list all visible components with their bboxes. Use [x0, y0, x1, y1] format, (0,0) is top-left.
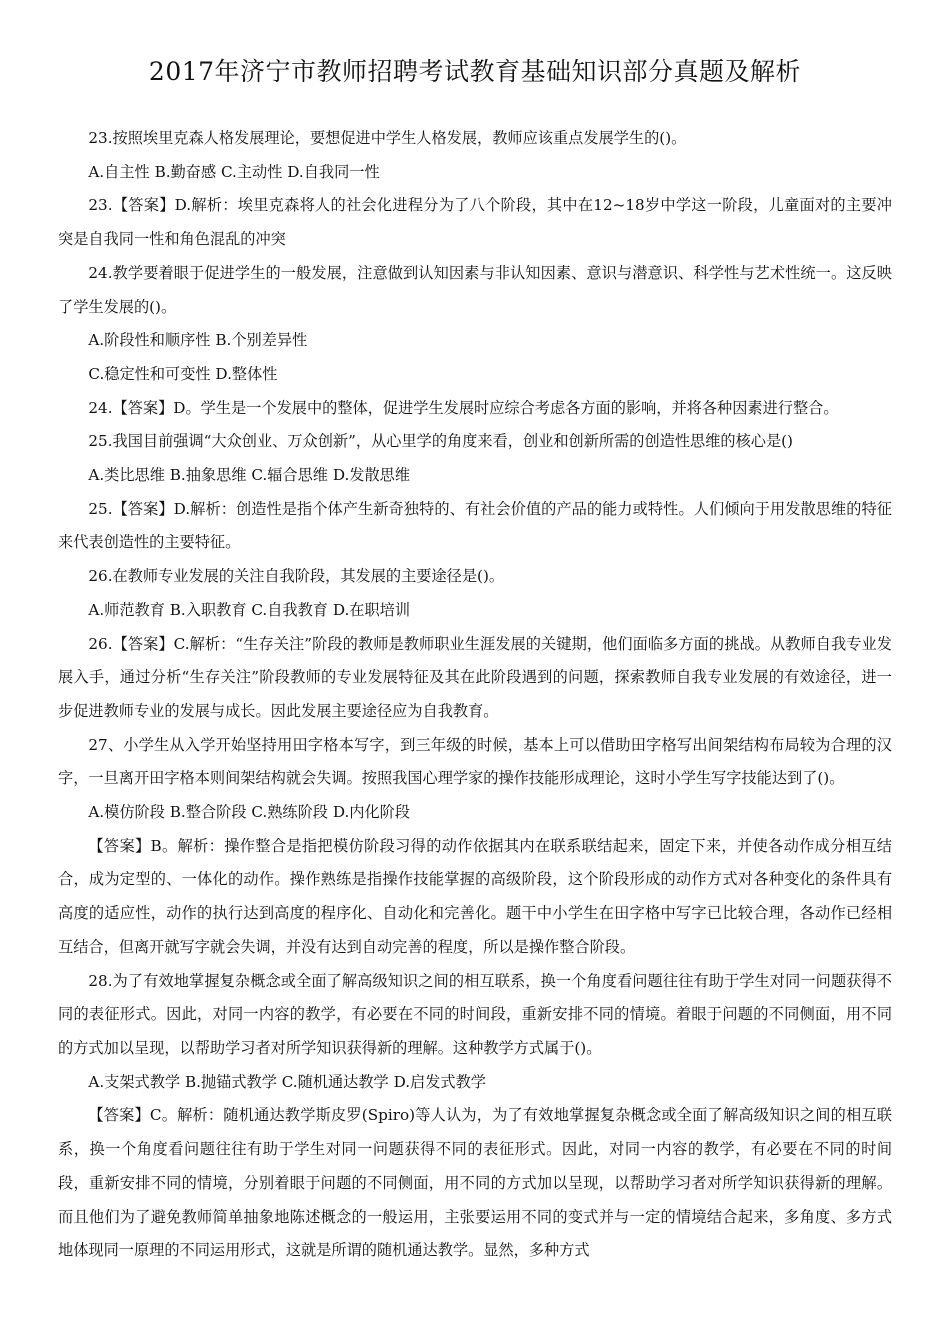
options-25: A.类比思维 B.抽象思维 C.辐合思维 D.发散思维	[88, 466, 411, 485]
options-28: A.支架式教学 B.抛锚式教学 C.随机通达教学 D.启发式教学	[88, 1072, 486, 1091]
answer-25: 25.【答案】D.解析：创造性是指个体产生新奇独特的、有社会价值的产品的能力或特性。人们倾向于用发散思维的特征来代表创造性的主要特征。	[58, 499, 892, 552]
question-24: 24.教学要着眼于促进学生的一般发展，注意做到认知因素与非认知因素、意识与潜意识、科学性与艺术性统一。这反映了学生发展的()。	[58, 263, 892, 316]
question-27: 27、小学生从入学开始坚持用田字格本写字，到三年级的时候，基本上可以借助田字格写出间架结构布局较为合理的汉字，一旦离开田字格本则间架结构就会失调。按照我国心理学家的操作技能形成理论，这时小学生写字技能达到了()。	[58, 735, 892, 788]
document-title: 2017年济宁市教师招聘考试教育基础知识部分真题及解析	[148, 57, 802, 86]
answer-24: 24.【答案】D。学生是一个发展中的整体，促进学生发展时应综合考虑各方面的影响，并将各种因素进行整合。	[88, 398, 839, 417]
answer-23: 23.【答案】D.解析：埃里克森将人的社会化进程分为了八个阶段，其中在12~18岁中学这一阶段，儿童面对的主要冲突是自我同一性和角色混乱的冲突	[58, 196, 892, 249]
answer-28: 【答案】C。解析：随机通达教学斯皮罗(Spiro)等人认为，为了有效地掌握复杂概念或全面了解高级知识之间的相互联系，换一个角度看问题往往有助于学生对同一问题获得不同的表征形式。因此，对同一内容的教学，有必要在不同的时间段，重新安排不同的情境，分别着眼于问题的不同侧面，用不同的方式加以呈现，以帮助学习者对所学知识获得新的理解。而且他们为了避免教师简单抽象地陈述概念的一般运用，主张要运用不同的变式并与一定的情境结合起来，多角度、多方式地体现同一原理的不同运用形式，这就是所谓的随机通达教学。显然，多种方式	[58, 1106, 892, 1260]
question-28: 28.为了有效地掌握复杂概念或全面了解高级知识之间的相互联系，换一个角度看问题往往有助于学生对同一问题获得不同的表征形式。因此，对同一内容的教学，有必要在不同的时间段，重新安排不同的情境。着眼于问题的不同侧面，用不同的方式加以呈现，以帮助学习者对所学知识获得新的理解。这种教学方式属于()。	[58, 971, 892, 1057]
question-25: 25.我国目前强调“大众创业、万众创新”，从心里学的角度来看，创业和创新所需的创造性思维的核心是()	[88, 432, 793, 451]
options-26: A.师范教育 B.入职教育 C.自我教育 D.在职培训	[88, 600, 411, 619]
options-23: A.自主性 B.勤奋感 C.主动性 D.自我同一性	[88, 162, 380, 181]
options-24-ab: A.阶段性和顺序性 B.个别差异性	[88, 331, 308, 350]
answer-27: 【答案】B。解析：操作整合是指把模仿阶段习得的动作依据其内在联系联结起来，固定下来，并使各动作成分相互结合，成为定型的、一体化的动作。操作熟练是指操作技能掌握的高级阶段，这个阶段形成的动作方式对各种变化的条件具有高度的适应性，动作的执行达到高度的程序化、自动化和完善化。题干中小学生在田字格中写字已比较合理，各动作已经相互结合，但离开就写字就会失调，并没有达到自动完善的程度，所以是操作整合阶段。	[58, 836, 892, 956]
question-26: 26.在教师专业发展的关注自我阶段，其发展的主要途径是()。	[88, 567, 505, 586]
question-23: 23.按照埃里克森人格发展理论，要想促进中学生人格发展，教师应该重点发展学生的()。	[88, 129, 687, 147]
options-27: A.模仿阶段 B.整合阶段 C.熟练阶段 D.内化阶段	[88, 803, 411, 822]
answer-26: 26.【答案】C.解析：“生存关注”阶段的教师是教师职业生涯发展的关键期，他们面临多方面的挑战。从教师自我专业发展入手，通过分析“生存关注”阶段教师的专业发展特征及其在此阶段遇到的问题，探索教师自我专业发展的有效途径，进一步促进教师专业的发展与成长。因此发展主要途径应为自我教育。	[58, 634, 892, 720]
options-24-cd: C.稳定性和可变性 D.整体性	[88, 364, 278, 383]
